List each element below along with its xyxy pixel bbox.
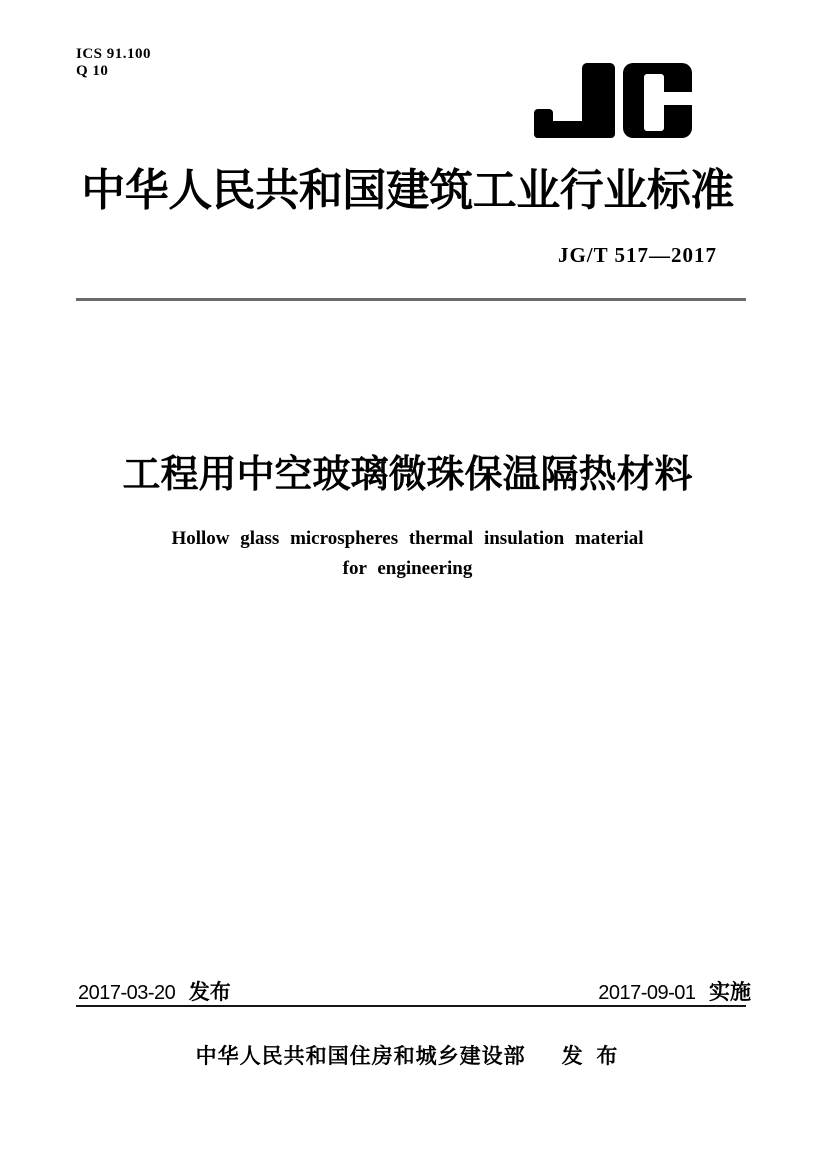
doc-class-code: Q 10 (76, 63, 109, 79)
ics-code: ICS 91.100 (76, 46, 152, 62)
header-rule (76, 298, 746, 301)
implement-label: 实施 (709, 981, 751, 1004)
standard-title-en (0, 524, 815, 584)
implement-date: 2017-09-01 (598, 982, 696, 1004)
implement-date-group (598, 976, 751, 1006)
standard-title-en-line2: for engineering (342, 558, 473, 579)
dates-row (78, 976, 751, 1006)
jg-logo (534, 63, 692, 138)
standard-title-en-line1: Hollow glass microspheres thermal insulation material (171, 528, 644, 549)
jg-logo-icon (534, 63, 692, 138)
footer-rule (76, 1005, 746, 1007)
publish-action-label: 发 布 (561, 1045, 620, 1068)
standard-number: JG/T 517—2017 (557, 243, 717, 267)
standard-title-zh: 工程用中空玻璃微珠保温隔热材料 (122, 454, 693, 496)
publisher-name: 中华人民共和国住房和城乡建设部 (195, 1045, 526, 1068)
ics-code-block (76, 46, 151, 80)
publisher-row (0, 1040, 815, 1070)
standard-category-title: 中华人民共和国建筑工业行业标准 (81, 166, 734, 215)
issue-label: 发布 (188, 981, 231, 1004)
issue-date-group (78, 976, 231, 1006)
issue-date: 2017-03-20 (78, 982, 176, 1004)
